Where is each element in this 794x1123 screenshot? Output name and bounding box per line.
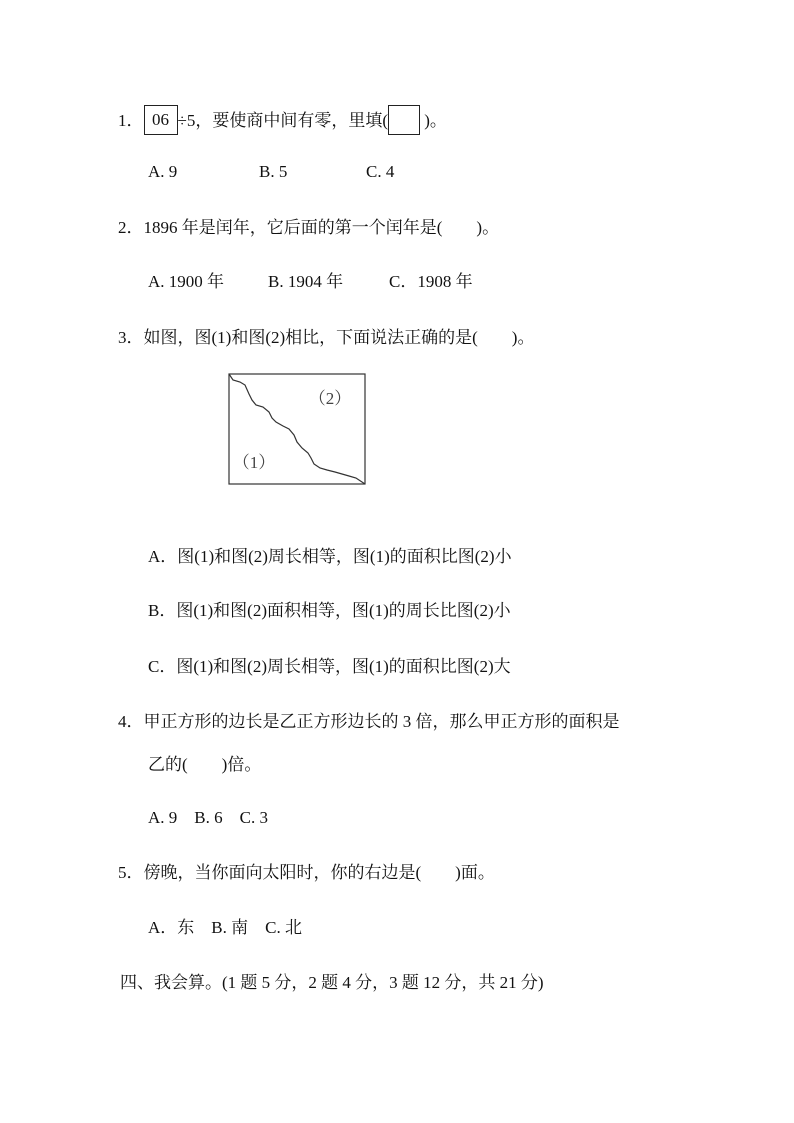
question-1-number: 1．: [118, 110, 144, 130]
section-4-heading: 四、我会算。(1 题 5 分，2 题 4 分，3 题 12 分，共 21 分): [120, 973, 544, 992]
answer-box-dividend[interactable]: [144, 105, 178, 135]
question-2-option-b[interactable]: B. 1904 年: [268, 272, 344, 291]
question-5-options[interactable]: A．东 B. 南 C. 北: [148, 918, 302, 937]
figure-label-1: （1）: [232, 453, 276, 472]
question-3-option-a[interactable]: A．图(1)和图(2)周长相等，图(1)的面积比图(2)小: [148, 547, 512, 566]
answer-box-fill[interactable]: [388, 105, 420, 135]
question-1: [118, 107, 447, 137]
question-4-options[interactable]: A. 9 B. 6 C. 3: [148, 808, 268, 827]
dividend-digits: 06: [152, 110, 169, 129]
question-4-line-1: 4．甲正方形的边长是乙正方形边长的 3 倍，那么甲正方形的面积是: [118, 712, 620, 731]
question-1-close: )。: [420, 110, 447, 130]
question-5: 5．傍晚，当你面向太阳时，你的右边是( )面。: [118, 863, 495, 882]
question-4-line-2: 乙的( )倍。: [148, 755, 262, 774]
question-2-option-c[interactable]: C．1908 年: [389, 272, 473, 291]
question-1-option-a[interactable]: A. 9: [148, 162, 178, 181]
question-1-option-c[interactable]: C. 4: [366, 162, 395, 181]
question-3-option-b[interactable]: B．图(1)和图(2)面积相等，图(1)的周长比图(2)小: [148, 601, 511, 620]
question-3-option-c[interactable]: C．图(1)和图(2)周长相等，图(1)的面积比图(2)大: [148, 657, 511, 676]
question-2: 2．1896 年是闰年，它后面的第一个闰年是( )。: [118, 218, 500, 237]
question-1-option-b[interactable]: B. 5: [259, 162, 288, 181]
question-3: 3．如图，图(1)和图(2)相比，下面说法正确的是( )。: [118, 328, 535, 347]
figure-label-2: （2）: [308, 389, 352, 408]
question-1-fill-text: 里填(: [348, 110, 389, 130]
question-2-option-a[interactable]: A. 1900 年: [148, 272, 225, 291]
question-1-text: ÷5，要使商中间有零，: [177, 110, 349, 130]
shape-division-figure: [228, 373, 366, 485]
